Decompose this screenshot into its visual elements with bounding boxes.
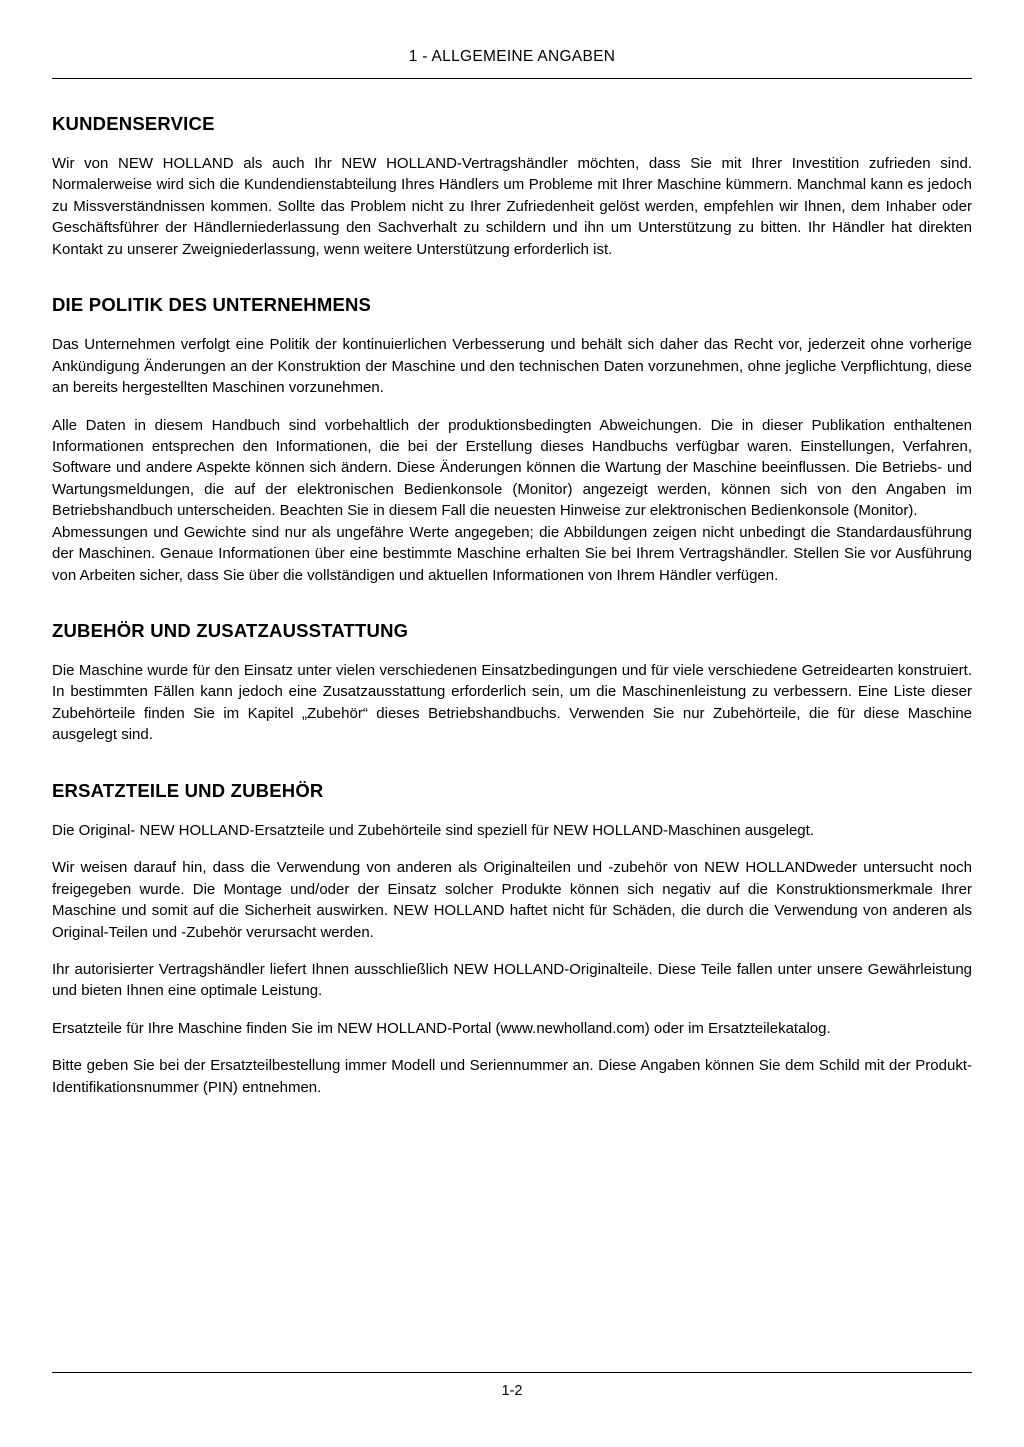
section-paragraph: Die Maschine wurde für den Einsatz unter vielen verschiedenen Einsatzbedingungen und für viele verschiedene Getreidearten konstruiert. In bestimmten Fällen kann jedoch eine Zusatzausstattung erforderlich sein, um die Maschinenleistung zu verbessern. Eine Liste dieser Zubehörteile finden Sie im Kapitel „Zubehör“ dieses Betriebshandbuchs. Verwenden Sie nur Zubehörteile, die für diese Maschine ausgelegt sind. bbox=[52, 662, 972, 744]
section-paragraph: Abmessungen und Gewichte sind nur als ungefähre Werte angegeben; die Abbildungen zeigen nicht unbedingt die Standardausführung der Maschinen. Genaue Informationen über eine bestimmte Maschine erhalten Sie bei Ihrem Vertragshändler. Stellen Sie vor Ausführung von Arbeiten sicher, dass Sie über die vollständigen und aktuellen Informationen von Ihrem Händler verfügen. bbox=[52, 523, 972, 584]
section-paragraph: Ersatzteile für Ihre Maschine finden Sie im NEW HOLLAND-Portal (www.newholland.com) oder im Ersatzteilekatalog. bbox=[52, 1019, 831, 1037]
section-heading-zubehoer-zusatzausstattung: ZUBEHÖR UND ZUSATZAUSSTATTUNG bbox=[52, 620, 409, 641]
section-heading-ersatzteile-zubehoer: ERSATZTEILE UND ZUBEHÖR bbox=[52, 779, 324, 801]
section-paragraph: Wir weisen darauf hin, dass die Verwendung von anderen als Originalteilen und -zubehör von NEW HOLLANDweder untersucht noch freigegeben wurde. Die Montage und/oder der Einsatz solcher Produkte können sich negativ auf die Konstruktionsmerkmale Ihrer Maschine und somit auf die Sicherheit auswirken. NEW HOLLAND haftet nicht für Schäden, die durch die Verwendung von anderen als Original-Teilen und -Zubehör verursacht werden. bbox=[52, 859, 972, 941]
section-paragraph: Das Unternehmen verfolgt eine Politik der kontinuierlichen Verbesserung und behält sich daher das Recht vor, jederzeit ohne vorherige Ankündigung Änderungen an der Konstruktion der Maschine und den technischen Daten vorzunehmen, ohne jegliche Verpflichtung, diese an bereits hergestellten Maschinen vorzunehmen. bbox=[52, 336, 972, 397]
section-paragraph: Alle Daten in diesem Handbuch sind vorbehaltlich der produktionsbedingten Abweichungen. Die in dieser Publikation enthaltenen Informationen entsprechen den Informationen, die bei der Erstellung dieses Handbuchs verfügbar waren. Einstellungen, Verfahren, Software und andere Aspekte können sich ändern. Diese Änderungen können die Wartung der Maschine beeinflussen. Die Betriebs- und Wartungsmeldungen, die auf der elektronischen Bedienkonsole (Monitor) angezeigt werden, können sich von den Angaben im Betriebshandbuch unterscheiden. Beachten Sie in diesem Fall die neuesten Hinweise zur elektronischen Bedienkonsole (Monitor). bbox=[52, 416, 972, 520]
page-footer bbox=[52, 1372, 972, 1399]
section-paragraph: Die Original- NEW HOLLAND-Ersatzteile und Zubehörteile sind speziell für NEW HOLLAND-Maschinen ausgelegt. bbox=[52, 821, 814, 839]
page-number: 1-2 bbox=[501, 1383, 523, 1399]
section-paragraph: Ihr autorisierter Vertragshändler liefert Ihnen ausschließlich NEW HOLLAND-Originalteile. Diese Teile fallen unter unsere Gewährleistung und bieten Ihnen eine optimale Leistung. bbox=[52, 960, 972, 1000]
section-paragraph: Wir von NEW HOLLAND als auch Ihr NEW HOLLAND-Vertragshändler möchten, dass Sie mit Ihrer Investition zufrieden sind. Normalerweise wird sich die Kundendienstabteilung Ihres Händlers um Probleme mit Ihrer Maschine kümmern. Manchmal kann es jedoch zu Missverständnissen kommen. Sollte das Problem nicht zu Ihrer Zufriedenheit gelöst werden, empfehlen wir Ihnen, dem Inhaber oder Geschäftsführer der Händlerniederlassung den Sachverhalt zu schildern und ihn um Unterstützung zu bitten. Ihr Händler hat direkten Kontakt zu unserer Zweigniederlassung, wenn weitere Unterstützung erforderlich ist. bbox=[52, 155, 972, 258]
section-paragraph: Bitte geben Sie bei der Ersatzteilbestellung immer Modell und Seriennummer an. Diese Angaben können Sie dem Schild mit der Produkt-Identifikationsnummer (PIN) entnehmen. bbox=[52, 1057, 972, 1096]
page-header-title: 1 - ALLGEMEINE ANGABEN bbox=[408, 48, 616, 65]
page-content bbox=[52, 48, 972, 1098]
section-heading-kundenservice: KUNDENSERVICE bbox=[52, 113, 215, 134]
header-divider bbox=[52, 78, 972, 79]
section-heading-unternehmenspolitik: DIE POLITIK DES UNTERNEHMENS bbox=[52, 294, 372, 316]
footer-divider bbox=[52, 1372, 972, 1373]
